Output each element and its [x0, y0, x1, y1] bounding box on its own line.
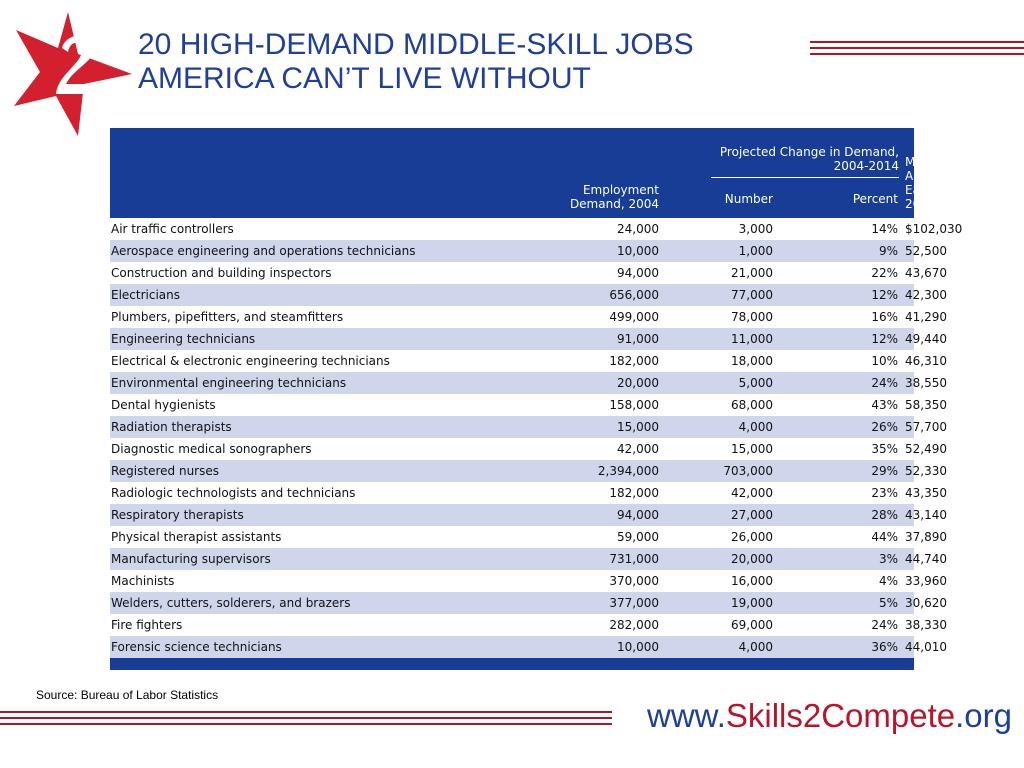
percent-cell: 43% [793, 394, 905, 416]
earnings-cell: 33,960 [905, 570, 914, 592]
percent-cell: 23% [793, 482, 905, 504]
occupation-cell: Manufacturing supervisors [110, 548, 565, 570]
percent-cell: 10% [793, 350, 905, 372]
occupation-cell: Fire fighters [110, 614, 565, 636]
table-row [110, 240, 914, 262]
employment-cell: 59,000 [565, 526, 667, 548]
earnings-cell: 52,500 [905, 240, 914, 262]
table-row [110, 592, 914, 614]
earnings-cell: 49,440 [905, 328, 914, 350]
table-body [110, 218, 963, 658]
earnings-cell: 38,330 [905, 614, 914, 636]
earnings-cell: 44,740 [905, 548, 914, 570]
table-row [110, 570, 914, 592]
occupation-cell: Welders, cutters, solderers, and brazers [110, 592, 565, 614]
number-cell: 11,000 [667, 328, 793, 350]
earnings-cell: 37,890 [905, 526, 914, 548]
earnings-cell: 43,350 [905, 482, 914, 504]
number-cell: 1,000 [667, 240, 793, 262]
table-row [110, 526, 914, 548]
number-cell: 26,000 [667, 526, 793, 548]
top-right-divider [810, 41, 1024, 59]
header-number: Number [724, 192, 773, 206]
source-note: Source: Bureau of Labor Statistics [36, 688, 219, 702]
jobs-table [110, 128, 963, 658]
table-row [110, 284, 914, 306]
occupation-cell: Environmental engineering technicians [110, 372, 565, 394]
header-occupation [110, 128, 565, 180]
earnings-cell: $102,030 [905, 218, 914, 240]
percent-cell: 12% [793, 328, 905, 350]
earnings-cell: 41,290 [905, 306, 914, 328]
percent-cell: 16% [793, 306, 905, 328]
header-percent: Percent [852, 192, 898, 206]
table-row [110, 350, 914, 372]
table-row [110, 460, 914, 482]
employment-cell: 182,000 [565, 350, 667, 372]
employment-cell: 158,000 [565, 394, 667, 416]
number-cell: 4,000 [667, 636, 793, 658]
percent-cell: 29% [793, 460, 905, 482]
table-row [110, 504, 914, 526]
number-cell: 42,000 [667, 482, 793, 504]
employment-cell: 15,000 [565, 416, 667, 438]
number-cell: 20,000 [667, 548, 793, 570]
percent-cell: 12% [793, 284, 905, 306]
employment-cell: 182,000 [565, 482, 667, 504]
percent-cell: 14% [793, 218, 905, 240]
jobs-table-container [110, 128, 963, 670]
number-cell: 77,000 [667, 284, 793, 306]
header-projected: Projected Change in Demand, 2004-2014 [667, 128, 905, 180]
occupation-cell: Forensic science technicians [110, 636, 565, 658]
occupation-cell: Dental hygienists [110, 394, 565, 416]
employment-cell: 2,394,000 [565, 460, 667, 482]
percent-cell: 24% [793, 614, 905, 636]
website-prefix: www. [647, 697, 726, 734]
page-title [138, 28, 694, 96]
occupation-cell: Radiation therapists [110, 416, 565, 438]
website-brand: Skills2Compete [725, 697, 956, 734]
table-row [110, 416, 914, 438]
percent-cell: 44% [793, 526, 905, 548]
occupation-cell: Engineering technicians [110, 328, 565, 350]
employment-cell: 731,000 [565, 548, 667, 570]
title-line-2: AMERICA CAN’T LIVE WITHOUT [138, 62, 591, 95]
employment-cell: 24,000 [565, 218, 667, 240]
header-employment: Employment Demand, 2004 [569, 183, 659, 211]
employment-cell: 377,000 [565, 592, 667, 614]
table-row [110, 218, 914, 240]
title-line-1: 20 HIGH-DEMAND MIDDLE-SKILL JOBS [138, 28, 694, 61]
number-cell: 4,000 [667, 416, 793, 438]
table-row [110, 614, 914, 636]
occupation-cell: Air traffic controllers [110, 218, 565, 240]
occupation-cell: Aerospace engineering and operations technicians [110, 240, 565, 262]
bottom-left-divider [0, 711, 612, 729]
number-cell: 69,000 [667, 614, 793, 636]
percent-cell: 5% [793, 592, 905, 614]
earnings-cell: 44,010 [905, 636, 914, 658]
occupation-cell: Respiratory therapists [110, 504, 565, 526]
occupation-cell: Radiologic technologists and technicians [110, 482, 565, 504]
number-cell: 5,000 [667, 372, 793, 394]
table-row [110, 306, 914, 328]
website-link[interactable] [647, 696, 1012, 736]
earnings-cell: 52,330 [905, 460, 914, 482]
employment-cell: 10,000 [565, 636, 667, 658]
percent-cell: 9% [793, 240, 905, 262]
percent-cell: 3% [793, 548, 905, 570]
percent-cell: 36% [793, 636, 905, 658]
table-row [110, 438, 914, 460]
occupation-cell: Physical therapist assistants [110, 526, 565, 548]
table-row [110, 262, 914, 284]
employment-cell: 10,000 [565, 240, 667, 262]
table-row [110, 328, 914, 350]
earnings-cell: 58,350 [905, 394, 914, 416]
star-2-logo-icon [8, 8, 136, 140]
earnings-cell: 30,620 [905, 592, 914, 614]
number-cell: 68,000 [667, 394, 793, 416]
employment-cell: 42,000 [565, 438, 667, 460]
percent-cell: 4% [793, 570, 905, 592]
occupation-cell: Plumbers, pipefitters, and steamfitters [110, 306, 565, 328]
percent-cell: 28% [793, 504, 905, 526]
earnings-cell: 43,140 [905, 504, 914, 526]
number-cell: 18,000 [667, 350, 793, 372]
table-row [110, 548, 914, 570]
percent-cell: 24% [793, 372, 905, 394]
table-row [110, 372, 914, 394]
employment-cell: 91,000 [565, 328, 667, 350]
earnings-cell: 43,670 [905, 262, 914, 284]
occupation-cell: Diagnostic medical sonographers [110, 438, 565, 460]
percent-cell: 35% [793, 438, 905, 460]
number-cell: 21,000 [667, 262, 793, 284]
occupation-cell: Construction and building inspectors [110, 262, 565, 284]
number-cell: 703,000 [667, 460, 793, 482]
header-earnings: Median Annual Earnings, 2004 [905, 155, 961, 211]
percent-cell: 22% [793, 262, 905, 284]
percent-cell: 26% [793, 416, 905, 438]
occupation-cell: Electricians [110, 284, 565, 306]
number-cell: 78,000 [667, 306, 793, 328]
number-cell: 19,000 [667, 592, 793, 614]
earnings-cell: 57,700 [905, 416, 914, 438]
earnings-cell: 38,550 [905, 372, 914, 394]
number-cell: 27,000 [667, 504, 793, 526]
earnings-cell: 46,310 [905, 350, 914, 372]
number-cell: 3,000 [667, 218, 793, 240]
occupation-cell: Electrical & electronic engineering technicians [110, 350, 565, 372]
employment-cell: 94,000 [565, 262, 667, 284]
table-row [110, 636, 914, 658]
employment-cell: 94,000 [565, 504, 667, 526]
number-cell: 15,000 [667, 438, 793, 460]
website-suffix: .org [955, 697, 1012, 734]
earnings-cell: 52,490 [905, 438, 914, 460]
number-cell: 16,000 [667, 570, 793, 592]
occupation-cell: Registered nurses [110, 460, 565, 482]
table-row [110, 482, 914, 504]
table-row [110, 394, 914, 416]
earnings-cell: 42,300 [905, 284, 914, 306]
employment-cell: 499,000 [565, 306, 667, 328]
occupation-cell: Machinists [110, 570, 565, 592]
employment-cell: 20,000 [565, 372, 667, 394]
employment-cell: 370,000 [565, 570, 667, 592]
employment-cell: 656,000 [565, 284, 667, 306]
employment-cell: 282,000 [565, 614, 667, 636]
